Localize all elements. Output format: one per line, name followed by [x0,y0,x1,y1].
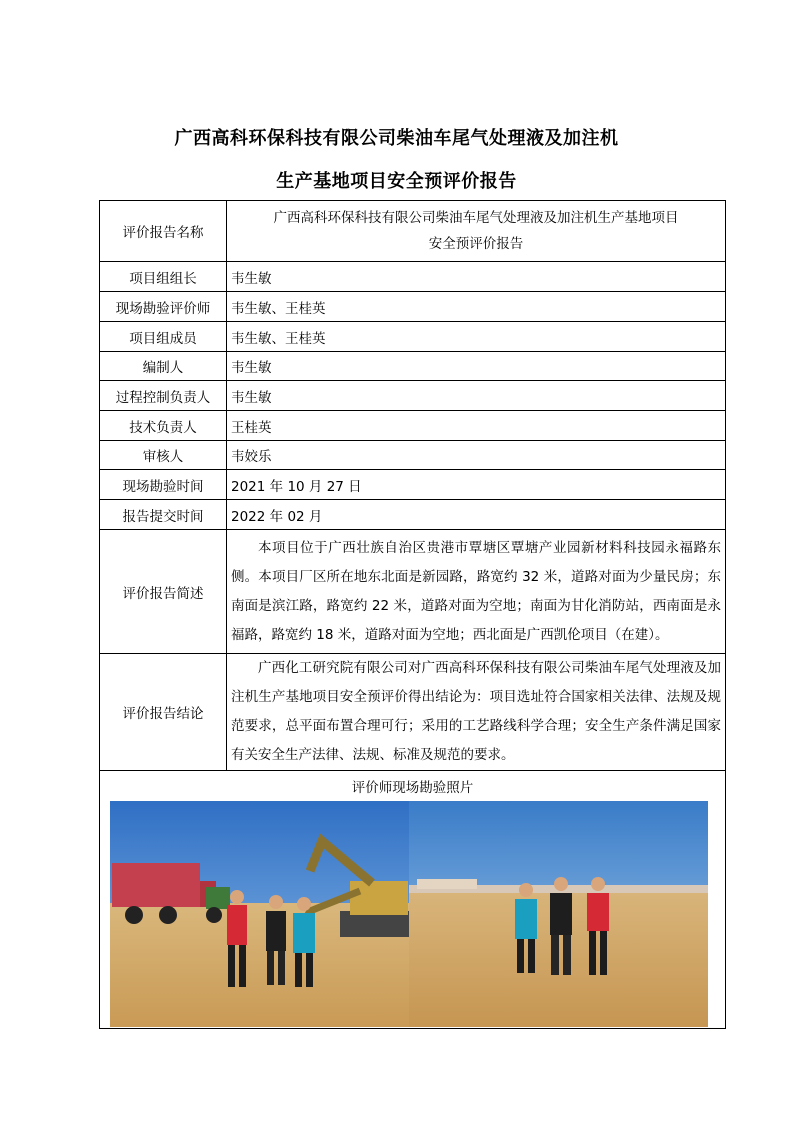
table-row-conclusion [100,654,726,771]
value-reviewer: 韦姣乐 [227,441,726,470]
document-title-line1: 广西高科环保科技有限公司柴油车尾气处理液及加注机 [174,128,619,149]
value-report-name [227,201,726,262]
label-author: 编制人 [100,352,227,381]
label-team-members: 项目组成员 [100,322,227,352]
label-site-survey-date: 现场勘验时间 [100,470,227,500]
label-submit-date: 报告提交时间 [100,500,227,530]
site-photo-right-image [409,801,708,1027]
label-technical-lead: 技术负责人 [100,411,227,441]
table-row-photos [100,771,726,1029]
report-info-table [99,200,726,1029]
label-summary: 评价报告简述 [100,530,227,654]
table-row-technical-lead [100,411,726,441]
table-row-process-control [100,381,726,411]
report-name-line2: 安全预评价报告 [428,236,524,252]
value-submit-date: 2022 年 02 月 [227,500,726,530]
photo-row [104,799,721,1027]
label-site-evaluator: 现场勘验评价师 [100,292,227,322]
table-row-summary [100,530,726,654]
value-author: 韦生敏 [227,352,726,381]
value-team-leader: 韦生敏 [227,262,726,292]
value-site-evaluator: 韦生敏、王桂英 [227,292,726,322]
value-team-members: 韦生敏、王桂英 [227,322,726,352]
table-row-team-members [100,322,726,352]
site-photo-right [409,801,708,1027]
label-team-leader: 项目组组长 [100,262,227,292]
table-row-author [100,352,726,381]
conclusion-text: 广西化工研究院有限公司对广西高科环保科技有限公司柴油车尾气处理液及加注机生产基地项目安全预评价得出结论为：项目选址符合国家相关法律、法规及规范要求，总平面布置合理可行；采用的工艺路线科学合理；安全生产条件满足国家有关安全生产法律、法规、标准及规范的要求。 [231,660,721,763]
report-name-line1: 广西高科环保科技有限公司柴油车尾气处理液及加注机生产基地项目 [273,210,679,226]
label-process-control: 过程控制负责人 [100,381,227,411]
table-row-submit-date [100,500,726,530]
value-process-control: 韦生敏 [227,381,726,411]
label-reviewer: 审核人 [100,441,227,470]
table-row-site-survey-date [100,470,726,500]
value-conclusion [227,654,726,771]
site-photo-left [110,801,409,1027]
site-photo-left-image [110,801,409,1027]
table-row-site-evaluator [100,292,726,322]
value-site-survey-date: 2021 年 10 月 27 日 [227,470,726,500]
summary-text: 本项目位于广西壮族自治区贵港市覃塘区覃塘产业园新材料科技园永福路东侧。本项目厂区所在地东北面是新园路，路宽约 32 米，道路对面为少量民房；东南面是滨江路，路宽约 22 米，道路对面为空地；南面为甘化消防站，西南面是永福路，路宽约 18 米，道路对面为空地；西北面是广西凯伦项目（在建）。 [231,539,721,643]
table-row-team-leader [100,262,726,292]
value-summary [227,530,726,654]
document-title-line2: 生产基地项目安全预评价报告 [276,171,517,192]
table-row-reviewer [100,441,726,470]
photo-caption: 评价师现场勘验照片 [351,779,474,796]
label-report-name: 评价报告名称 [100,201,227,262]
value-technical-lead: 王桂英 [227,411,726,441]
table-row-report-name [100,201,726,262]
photo-section [100,771,726,1029]
label-conclusion: 评价报告结论 [100,654,227,771]
